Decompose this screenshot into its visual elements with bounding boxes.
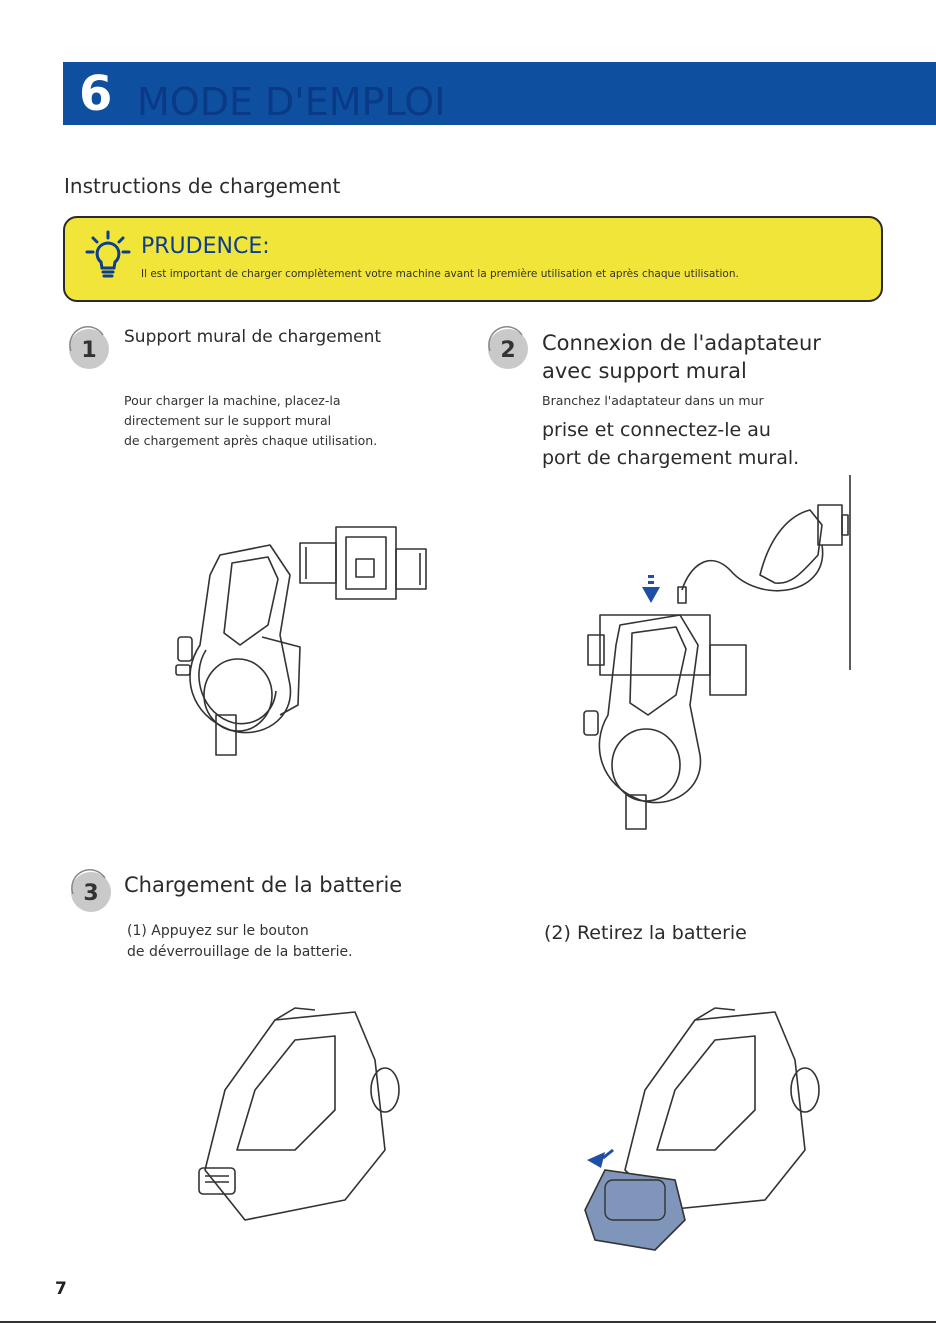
step-1-badge — [65, 325, 111, 371]
step-3-heading: Chargement de la batterie — [124, 873, 403, 897]
battery-icon — [585, 1170, 685, 1250]
wall-mount-vacuum-illustration — [150, 515, 440, 775]
bottom-rule — [0, 1321, 936, 1323]
step-3-badge — [67, 868, 113, 914]
lightbulb-icon — [85, 230, 131, 282]
step-1-heading: Support mural de chargement — [124, 327, 382, 347]
battery-unlock-illustration — [185, 1000, 405, 1230]
battery-removal-illustration — [575, 1000, 825, 1260]
step-1-body: Pour charger la machine, placez-la directement sur le support mural de chargement après chaque utilisation. — [124, 393, 378, 448]
arrow-down-left-icon — [587, 1150, 613, 1168]
page-number: 7 — [55, 1279, 67, 1299]
step-2-number: 2 — [500, 338, 516, 363]
caution-title: PRUDENCE: — [141, 234, 270, 259]
step-2-badge — [484, 325, 530, 371]
step-3-sub1: (1) Appuyez sur le bouton de déverrouillage de la batterie. — [127, 923, 353, 960]
step-3-number: 3 — [83, 881, 99, 906]
adapter-connection-illustration — [560, 475, 860, 835]
step-2-heading: Connexion de l'adaptateur avec support mural — [542, 331, 821, 383]
arrow-down-icon — [642, 575, 660, 603]
step-2-body-small: Branchez l'adaptateur dans un mur — [542, 393, 764, 408]
page-subtitle: Instructions de chargement — [64, 174, 341, 198]
section-number: 6 — [79, 66, 113, 122]
step-1-number: 1 — [81, 338, 97, 363]
step-3-sub2: (2) Retirez la batterie — [544, 922, 747, 944]
caution-box — [63, 216, 883, 302]
section-title: MODE D'EMPLOI — [137, 80, 446, 124]
step-2-body-large: prise et connectez-le au port de chargement mural. — [542, 419, 800, 469]
caution-text: Il est important de charger complètement votre machine avant la première utilisation et après chaque utilisation. — [141, 268, 739, 280]
